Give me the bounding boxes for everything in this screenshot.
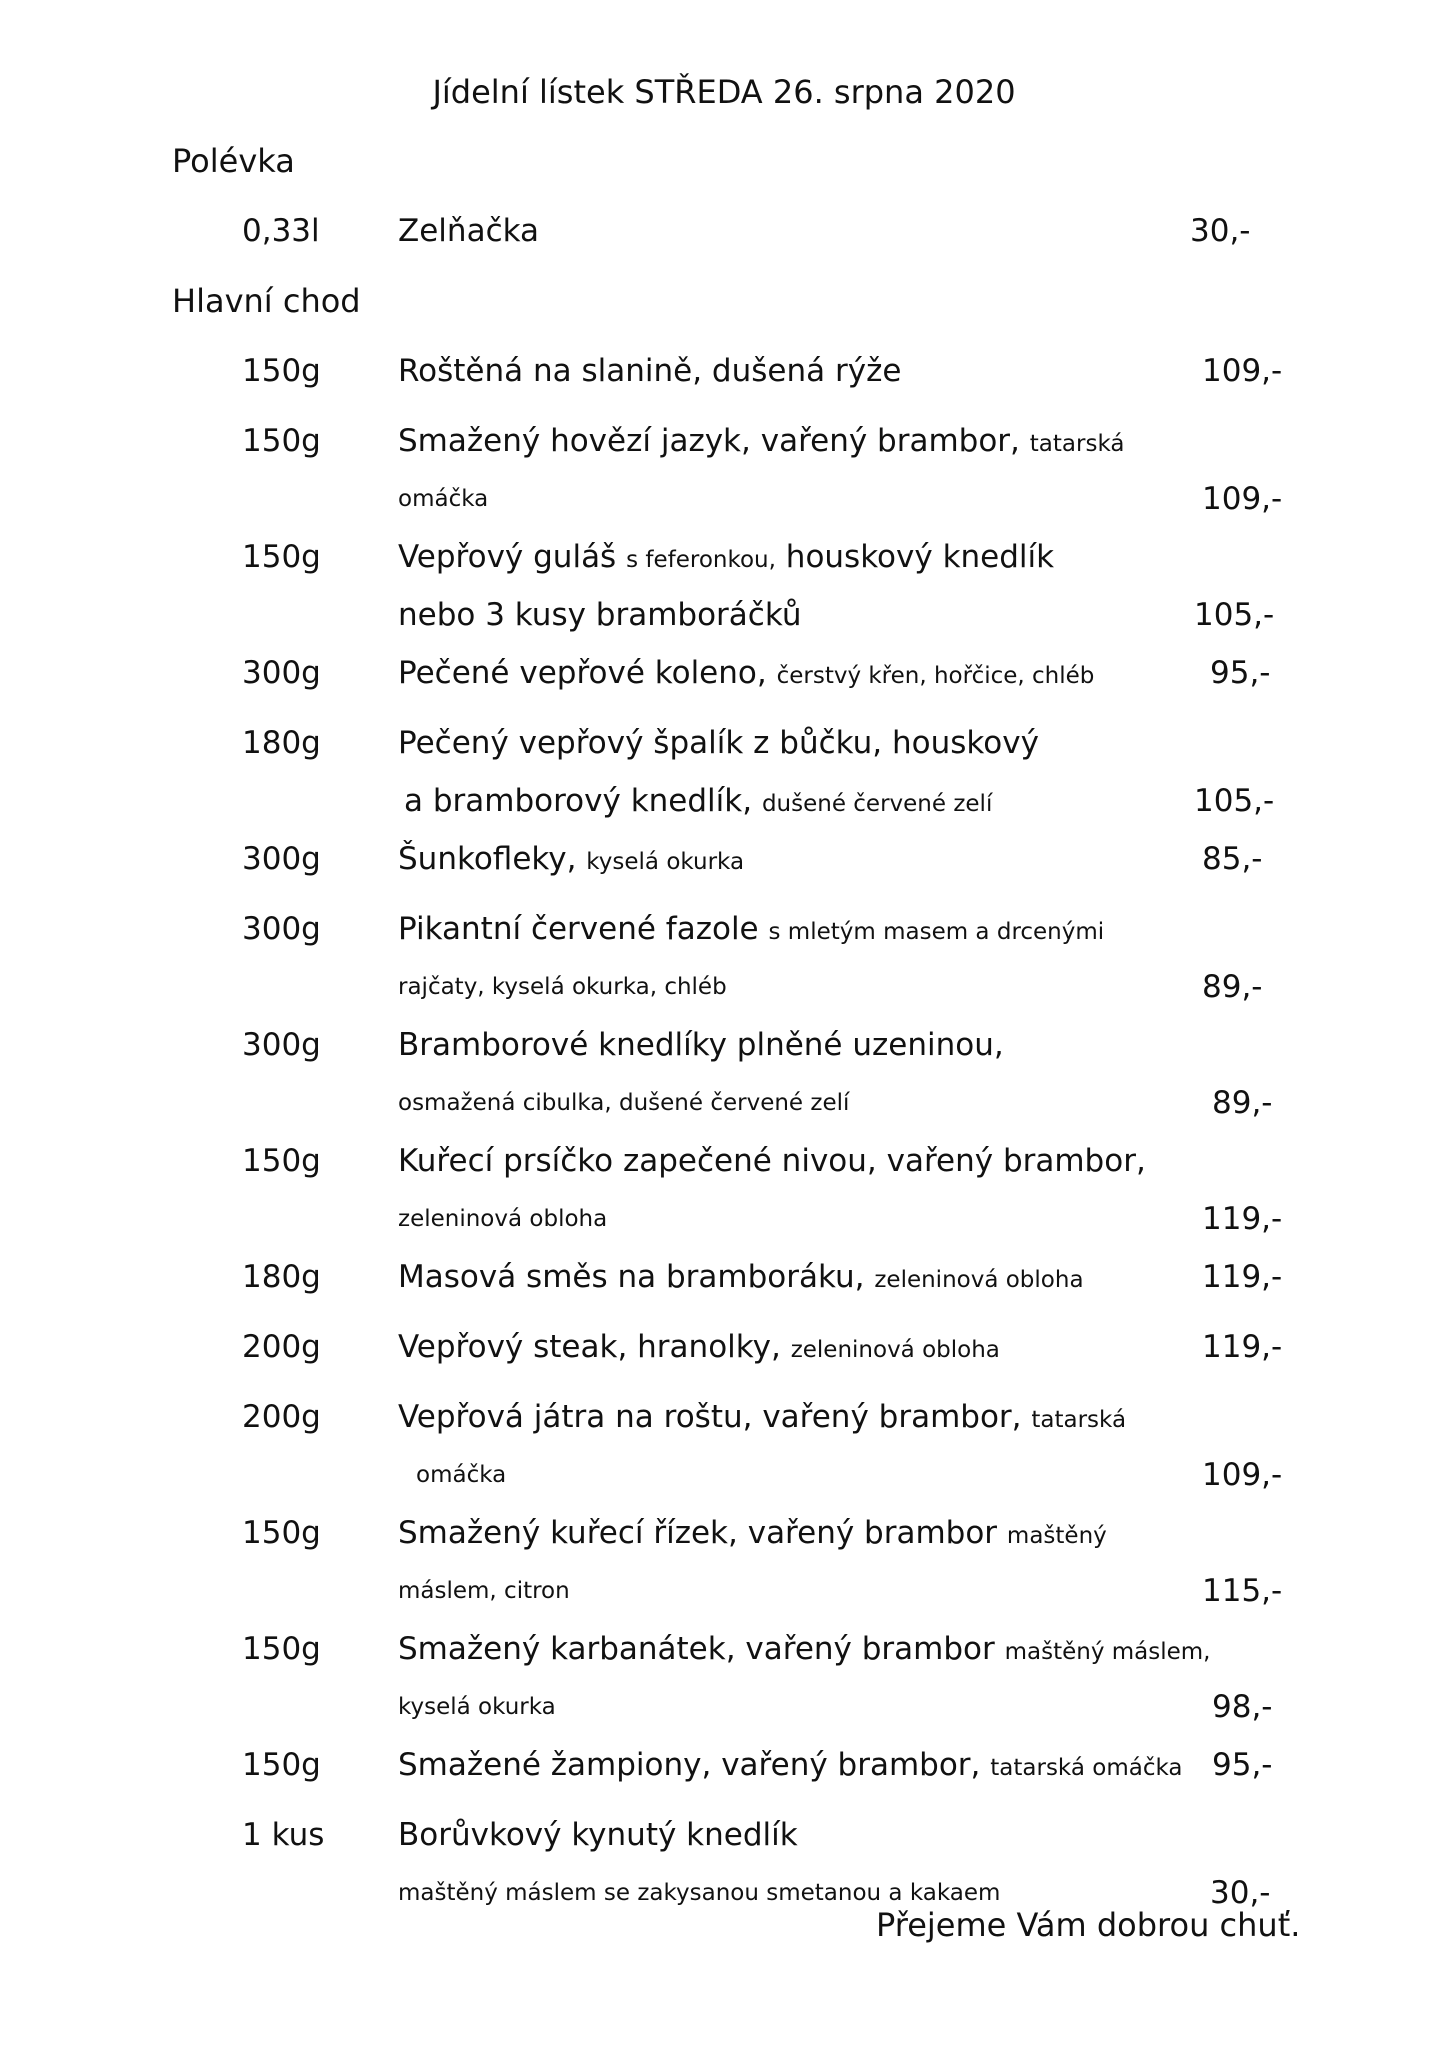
item-line2-text: máslem, citron xyxy=(398,1578,570,1604)
item-name: Smažený hovězí jazyk, vařený brambor, xyxy=(398,423,1020,459)
item-name-line xyxy=(398,1742,1198,1791)
item-name: Kuřecí prsíčko zapečené nivou, vařený brambor, xyxy=(398,1143,1146,1179)
item-qty: 150g xyxy=(242,423,321,459)
item-name-line2 xyxy=(398,1684,1178,1730)
item-name: Pikantní červené fazole xyxy=(398,911,759,947)
item-name-line2 xyxy=(398,592,1178,638)
item-name: Borůvkový kynutý knedlík xyxy=(398,1817,798,1853)
item-line2-text: rajčaty, kyselá okurka, chléb xyxy=(398,974,727,1000)
item-line2-text: nebo 3 kusy bramboráčků xyxy=(398,597,802,633)
item-price: 109,- xyxy=(1202,353,1283,389)
soup-price: 30,- xyxy=(1190,213,1251,249)
item-detail: s mletým masem a drcenými xyxy=(768,919,1105,945)
item-name: Bramborové knedlíky plněné uzeninou, xyxy=(398,1027,1004,1063)
item-line2-detail: dušené červené zelí xyxy=(761,791,993,817)
item-name-line xyxy=(398,348,1198,394)
item-detail: s feferonkou, xyxy=(626,547,776,573)
item-price: 115,- xyxy=(1202,1573,1283,1609)
item-name: Vepřová játra na roštu, vařený brambor, xyxy=(398,1399,1022,1435)
item-qty: 150g xyxy=(242,1143,321,1179)
item-name-line xyxy=(398,1394,1198,1443)
item-name: Vepřový guláš xyxy=(398,539,617,575)
item-name-line2 xyxy=(404,778,1184,827)
item-name: Pečené vepřové koleno, xyxy=(398,655,767,691)
item-qty: 300g xyxy=(242,911,321,947)
item-qty: 150g xyxy=(242,1631,321,1667)
item-price: 119,- xyxy=(1202,1259,1283,1295)
item-detail: tatarská xyxy=(1029,431,1125,457)
item-detail: maštěný máslem, xyxy=(1004,1639,1211,1665)
item-price: 95,- xyxy=(1210,655,1271,691)
item-line2-text: zeleninová obloha xyxy=(398,1206,608,1232)
item-line2-text: maštěný máslem se zakysanou smetanou a kakaem xyxy=(398,1880,1001,1906)
item-line2-text: omáčka xyxy=(416,1462,507,1488)
item-detail: tatarská xyxy=(1031,1407,1127,1433)
item-name-line2 xyxy=(398,1196,1178,1242)
item-qty: 200g xyxy=(242,1329,321,1365)
item-name-line xyxy=(398,1138,1198,1184)
item-qty: 200g xyxy=(242,1399,321,1435)
item-line2-text: osmažená cibulka, dušené červené zelí xyxy=(398,1090,850,1116)
item-qty: 150g xyxy=(242,1515,321,1551)
item-line2-text: a bramborový knedlík, xyxy=(404,783,753,819)
item-detail: čerstvý křen, hořčice, chléb xyxy=(776,663,1095,689)
item-price: 119,- xyxy=(1202,1201,1283,1237)
item-price: 109,- xyxy=(1202,481,1283,517)
item-detail: zeleninová obloha xyxy=(874,1267,1084,1293)
item-name-line xyxy=(398,650,1198,699)
item-name: Roštěná na slanině, dušená rýže xyxy=(398,353,902,389)
item-name-line xyxy=(398,720,1198,766)
item-price: 85,- xyxy=(1202,841,1263,877)
item-price: 119,- xyxy=(1202,1329,1283,1365)
item-name: Masová směs na bramboráku, xyxy=(398,1259,865,1295)
item-name-line xyxy=(398,418,1198,467)
closing-text: Přejeme Vám dobrou chuť. xyxy=(876,1906,1301,1944)
item-price: 95,- xyxy=(1212,1747,1273,1783)
item-price: 109,- xyxy=(1202,1457,1283,1493)
item-name-line xyxy=(398,1626,1211,1675)
item-price: 30,- xyxy=(1210,1875,1271,1911)
item-name-line xyxy=(398,836,1198,885)
item-name-line2 xyxy=(398,1080,1178,1126)
item-name: Smažený karbanátek, vařený brambor xyxy=(398,1631,995,1667)
item-price: 105,- xyxy=(1194,783,1275,819)
item-name-line xyxy=(398,534,1198,583)
soup-name: Zelňačka xyxy=(398,213,540,249)
item-line2-text: kyselá okurka xyxy=(398,1694,556,1720)
item-line2-text: omáčka xyxy=(398,486,489,512)
item-price: 105,- xyxy=(1194,597,1275,633)
item-price: 89,- xyxy=(1212,1085,1273,1121)
item-detail: zeleninová obloha xyxy=(790,1337,1000,1363)
item-name-tail: houskový knedlík xyxy=(785,539,1055,575)
item-qty: 300g xyxy=(242,841,321,877)
item-qty: 150g xyxy=(242,353,321,389)
item-detail: kyselá okurka xyxy=(586,849,745,875)
page-title: Jídelní lístek STŘEDA 26. srpna 2020 xyxy=(432,73,1016,111)
item-name: Šunkofleky, xyxy=(398,841,577,877)
item-name: Smažené žampiony, vařený brambor, xyxy=(398,1747,981,1783)
item-qty: 1 kus xyxy=(242,1817,325,1853)
item-name-line xyxy=(398,1254,1198,1303)
item-name-line xyxy=(398,1022,1198,1068)
item-qty: 300g xyxy=(242,1027,321,1063)
item-name-line xyxy=(398,1510,1198,1559)
item-name: Pečený vepřový špalík z bůčku, houskový xyxy=(398,725,1039,761)
item-name-line xyxy=(398,1812,1198,1858)
item-qty: 150g xyxy=(242,539,321,575)
item-qty: 180g xyxy=(242,725,321,761)
item-name-line2 xyxy=(398,476,1178,522)
item-qty: 150g xyxy=(242,1747,321,1783)
item-name-line2 xyxy=(398,964,1178,1010)
item-name-line xyxy=(398,906,1198,955)
main-heading: Hlavní chod xyxy=(172,282,361,320)
item-price: 98,- xyxy=(1212,1689,1273,1725)
item-detail: tatarská omáčka xyxy=(990,1755,1183,1781)
soup-heading: Polévka xyxy=(172,142,295,180)
soup-qty: 0,33l xyxy=(242,213,320,249)
item-qty: 300g xyxy=(242,655,321,691)
item-name: Vepřový steak, hranolky, xyxy=(398,1329,781,1365)
item-name-line2 xyxy=(398,1568,1178,1614)
item-detail: maštěný xyxy=(1006,1523,1107,1549)
item-qty: 180g xyxy=(242,1259,321,1295)
item-name: Smažený kuřecí řízek, vařený brambor xyxy=(398,1515,998,1551)
item-price: 89,- xyxy=(1202,969,1263,1005)
item-name-line2 xyxy=(416,1452,1196,1498)
item-name-line xyxy=(398,1324,1198,1373)
